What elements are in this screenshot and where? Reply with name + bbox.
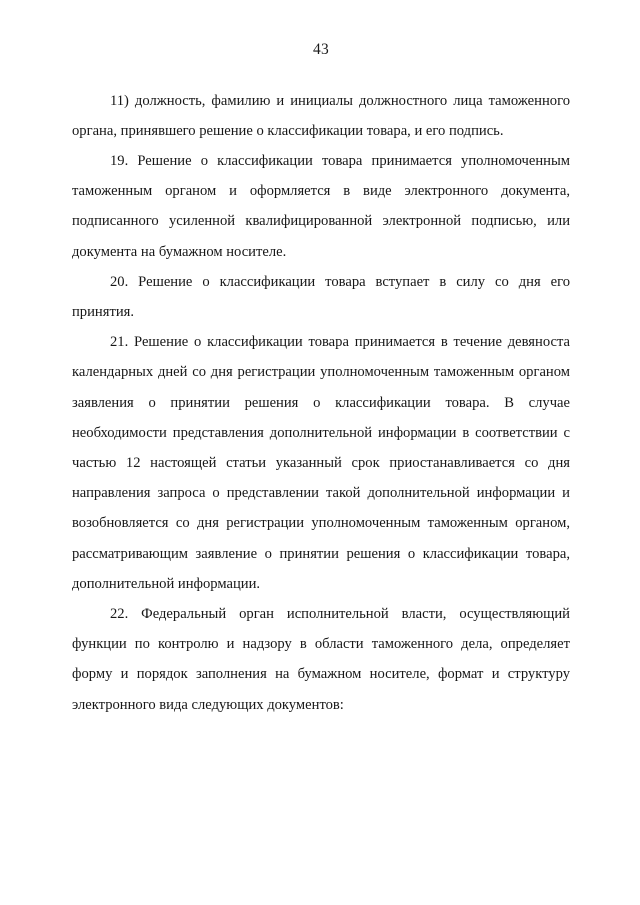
paragraph: 20. Решение о классификации товара вступает в силу со дня его принятия. xyxy=(72,273,570,320)
document-body xyxy=(72,86,570,720)
paragraph: 22. Федеральный орган исполнительной власти, осуществляющий функции по контролю и надзору в области таможенного дела, определяет форму и порядок заполнения на бумажном носителе, формат и структуру электронного вида следующих документов: xyxy=(72,605,570,713)
paragraph: 11) должность, фамилию и инициалы должностного лица таможенного органа, принявшего решение о классификации товара, и его подпись. xyxy=(72,92,570,139)
page-number: 43 xyxy=(313,41,329,58)
paragraph: 19. Решение о классификации товара принимается уполномоченным таможенным органом и оформляется в виде электронного документа, подписанного усиленной квалифицированной электронной подписью, или документа на бумажном носителе. xyxy=(72,152,570,260)
paragraph: 21. Решение о классификации товара принимается в течение девяноста календарных дней со дня регистрации уполномоченным таможенным органом заявления о принятии решения о классификации товара. В случае необходимости представления дополнительной информации в соответствии с частью 12 настоящей статьи указанный срок приостанавливается со дня направления запроса о представлении такой дополнительной информации и возобновляется со дня регистрации уполномоченным таможенным органом, рассматривающим заявление о принятии решения о классификации товара, дополнительной информации. xyxy=(72,334,570,592)
